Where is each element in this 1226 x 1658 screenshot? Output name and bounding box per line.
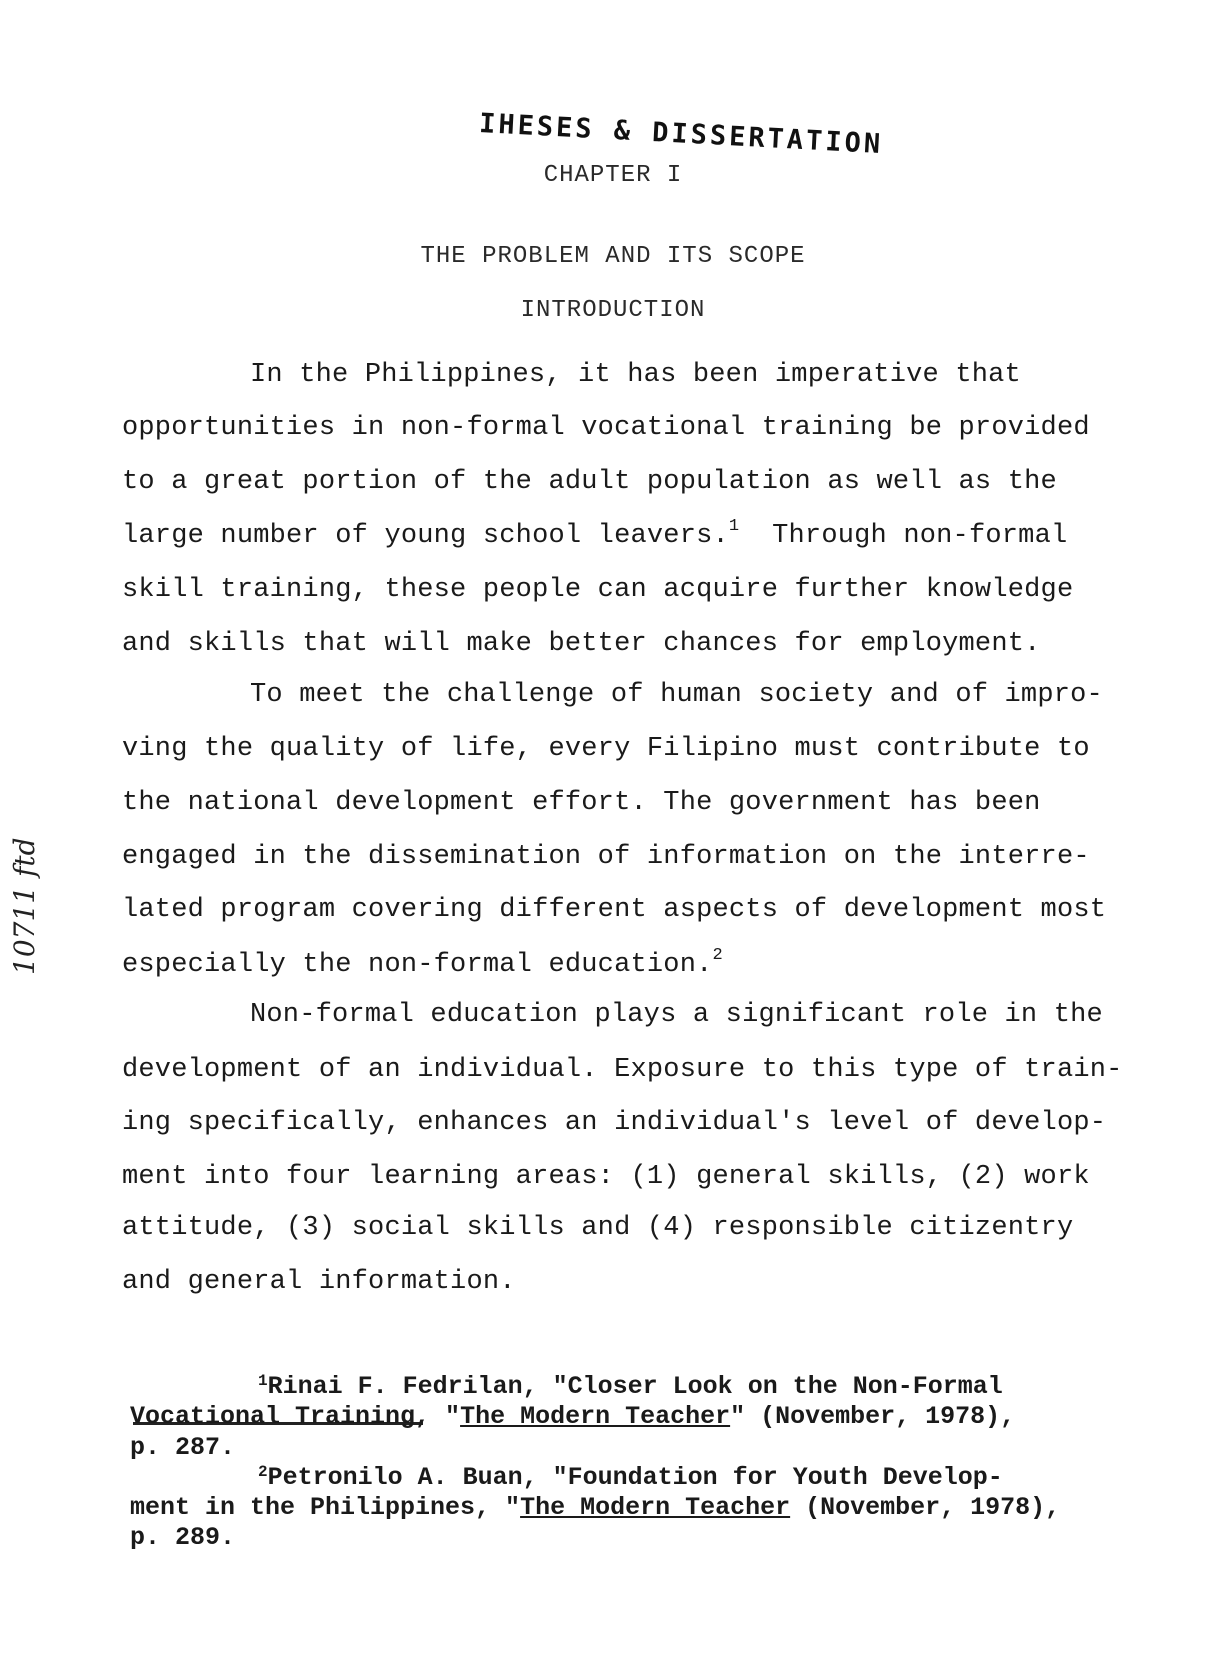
footnote-1-line-1: $^1$Rinai F. Fedrilan, "Closer Look on the Non-Formal: [258, 1372, 1003, 1401]
footnote-ref: 2: [712, 946, 723, 965]
footnote-2-line-2: ment in the Philippines, "The Modern Teacher (November, 1978),: [130, 1493, 1061, 1522]
paragraph-line: Non-formal education plays a significant role in the: [250, 1000, 1103, 1030]
paragraph-line: and skills that will make better chances for employment.: [122, 629, 1041, 659]
paragraph-line: to a great portion of the adult population as well as the: [122, 467, 1057, 497]
paragraph-line: opportunities in non-formal vocational training be provided: [122, 413, 1090, 443]
paragraph-line: development of an individual. Exposure to this type of train-: [122, 1055, 1123, 1085]
section-heading: INTRODUCTION: [520, 297, 706, 324]
paragraph-line: skill training, these people can acquire further knowledge: [122, 575, 1074, 605]
paragraph-line: ving the quality of life, every Filipino must contribute to: [122, 734, 1090, 764]
footnote-ref: 1: [728, 517, 740, 536]
paragraph-line: lated program covering different aspects of development most: [122, 895, 1107, 925]
footnote-1-line-3: p. 287.: [130, 1433, 236, 1462]
paragraph-line: ing specifically, enhances an individual's level of develop-: [122, 1108, 1107, 1138]
paragraph-line: ment into four learning areas: (1) general skills, (2) work: [122, 1162, 1090, 1192]
chapter-heading: CHAPTER I: [543, 162, 683, 189]
theses-stamp: IHESES & DISSERTATION: [478, 108, 884, 161]
footnote-2-line-3: p. 289.: [130, 1523, 236, 1552]
paragraph-line: In the Philippines, it has been imperative that: [250, 360, 1021, 390]
paragraph-line: especially the non-formal education.$^2$: [122, 946, 723, 980]
footnote-2-line-1: $^2$Petronilo A. Buan, "Foundation for Youth Develop-: [258, 1463, 1003, 1492]
handwritten-margin-note: 10711 ftd: [8, 837, 41, 975]
paragraph-line: attitude, (3) social skills and (4) responsible citizentry: [122, 1213, 1074, 1243]
paragraph-line: To meet the challenge of human society and of impro-: [250, 680, 1103, 710]
footnote-1-line-2: Vocational Training, "The Modern Teacher" (November, 1978),: [130, 1402, 1016, 1431]
chapter-title: THE PROBLEM AND ITS SCOPE: [420, 243, 806, 270]
paragraph-line: engaged in the dissemination of information on the interre-: [122, 842, 1090, 872]
paragraph-line: large number of young school leavers.$^1$ Through non-formal: [122, 517, 1068, 551]
paragraph-line: and general information.: [122, 1267, 516, 1297]
paragraph-line: the national development effort. The government has been: [122, 788, 1041, 818]
